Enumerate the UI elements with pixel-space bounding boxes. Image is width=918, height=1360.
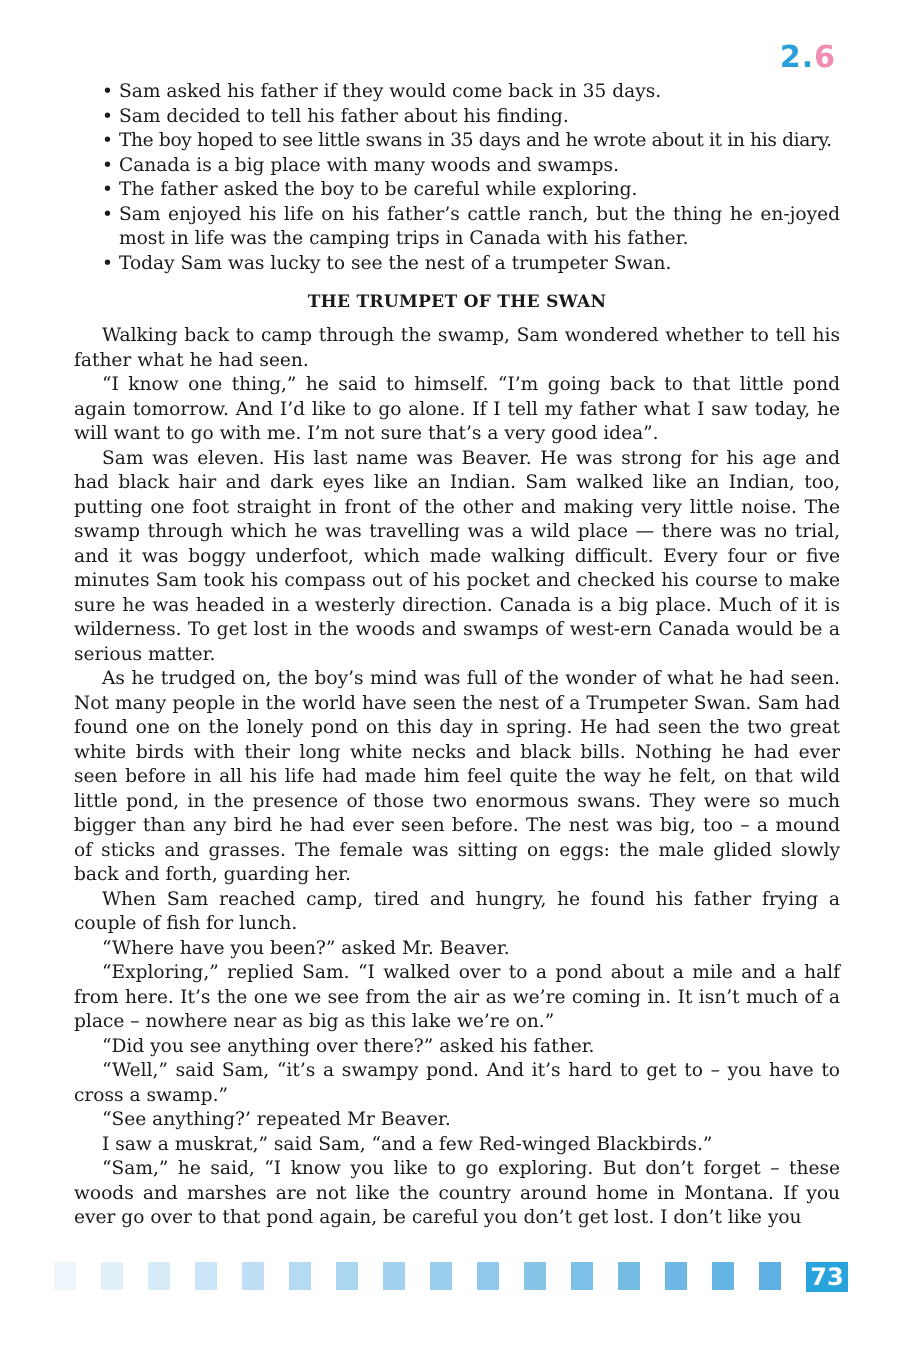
footer-decoration-bar [0,1262,918,1292]
footer-square [242,1262,264,1290]
story-text [74,324,840,1231]
story-paragraph: I saw a muskrat,” said Sam, “and a few Red-winged Blackbirds.” [102,1133,713,1155]
footer-square [54,1262,76,1290]
page-content [74,80,840,1231]
story-paragraph: “Where have you been?” asked Mr. Beaver. [102,937,510,959]
footer-square [712,1262,734,1290]
footer-square [477,1262,499,1290]
footer-square [618,1262,640,1290]
statement-item: • The boy hoped to see little swans in 35 days and he wrote about it in his diary. [74,129,840,154]
statement-item: • Canada is a big place with many woods and swamps. [74,154,840,179]
statement-item: • Today Sam was lucky to see the nest of a trumpeter Swan. [74,252,840,277]
story-title: THE TRUMPET OF THE SWAN [307,292,607,312]
footer-square [430,1262,452,1290]
statement-list [74,80,840,276]
footer-square [524,1262,546,1290]
statement-item: • Sam asked his father if they would come back in 35 days. [74,80,840,105]
footer-square [148,1262,170,1290]
story-paragraph: Walking back to camp through the swamp, Sam wondered whether to tell his father what he had seen. [74,325,840,371]
statement-item: • The father asked the boy to be careful while exploring. [74,178,840,203]
story-paragraph: When Sam reached camp, tired and hungry, he found his father frying a couple of fish for lunch. [74,888,840,934]
story-paragraph: “Did you see anything over there?” asked his father. [102,1035,595,1057]
page-number: 73 [806,1262,848,1292]
footer-square [101,1262,123,1290]
subsection-number: 6 [814,40,836,75]
footer-square [383,1262,405,1290]
footer-square [759,1262,781,1290]
footer-square [289,1262,311,1290]
story-paragraph: “Sam,” he said, “I know you like to go exploring. But don’t forget – these woods and marshes are not like the country around home in Montana. If you ever go over to that pond again, be careful you don’t get lost. I don’t like you [74,1158,840,1228]
chapter-number: 2 [779,40,802,75]
statement-item: • Sam decided to tell his father about his finding. [74,105,840,130]
section-dot: . [801,40,815,75]
footer-square [665,1262,687,1290]
section-number [780,40,836,75]
story-paragraph: “See anything?’ repeated Mr Beaver. [102,1109,451,1130]
story-paragraph: As he trudged on, the boy’s mind was full of the wonder of what he had seen. Not many people in the world have seen the nest of a Trumpeter Swan. Sam had found one on the lonely pond on this day in spring. He had seen the two great white birds with their long white necks and black bills. Nothing he had ever seen before in all his life had made him feel quite the way he felt, on that wild little pond, in the presence of those two enormous swans. They were so much bigger than any bird he had ever seen before. The nest was big, too – a mound of sticks and grasses. The female was sitting on eggs: the male glided slowly back and forth, guarding her. [74,668,840,885]
story-paragraph: “I know one thing,” he said to himself. “I’m going back to that little pond again tomorrow. And I’d like to go alone. If I tell my father what I saw today, he will want to go with me. I’m not sure that’s a very good idea”. [74,374,840,444]
story-paragraph: “Well,” said Sam, “it’s a swampy pond. And it’s hard to get to – you have to cross a swamp.” [74,1060,840,1106]
story-paragraph: “Exploring,” replied Sam. “I walked over to a pond about a mile and a half from here. It’s the one we see from the air as we’re coming in. It isn’t much of a place – nowhere near as big as this lake we’re on.” [74,962,840,1032]
statement-item: • Sam enjoyed his life on his father’s cattle ranch, but the thing he en-joyed most in life was the camping trips in Canada with his father. [74,203,840,252]
footer-square [571,1262,593,1290]
footer-square [195,1262,217,1290]
footer-square [336,1262,358,1290]
story-paragraph: Sam was eleven. His last name was Beaver. He was strong for his age and had black hair and dark eyes like an Indian. Sam walked like an Indian, too, putting one foot straight in front of the other and making very little noise. The swamp through which he was travelling was a wild place — there was no trial, and it was boggy underfoot, which made walking difficult. Every four or five minutes Sam took his compass out of his pocket and checked his course to make sure he was headed in a westerly direction. Canada is a big place. Much of it is wilderness. To get lost in the woods and swamps of west-ern Canada would be a serious matter. [74,447,840,665]
